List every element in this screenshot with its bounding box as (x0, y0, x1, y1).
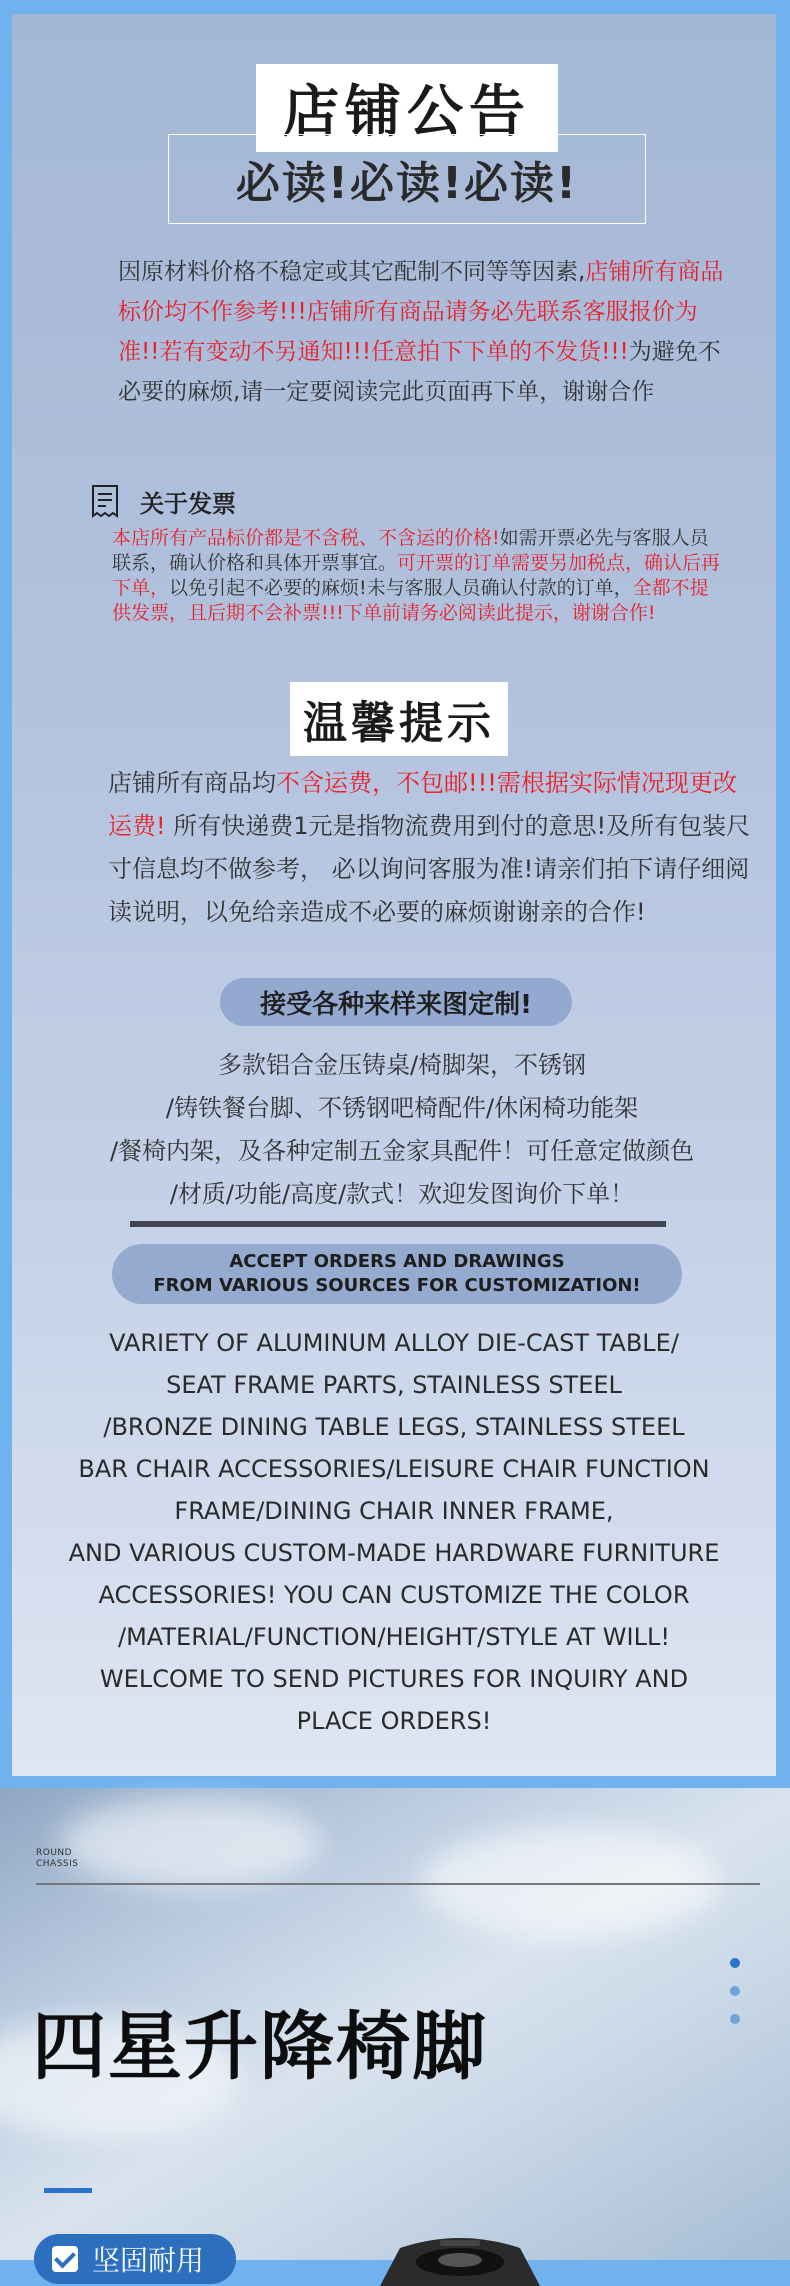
checkbox-icon (52, 2246, 78, 2272)
custom-en-line: PLACE ORDERS! (296, 1707, 492, 1735)
invoice-body (112, 526, 722, 626)
custom-pill-en-line-1: ACCEPT ORDERS AND DRAWINGS (229, 1251, 565, 1272)
divider (130, 1221, 666, 1227)
feature-pill (34, 2234, 236, 2284)
tips-body-segment: 所有快递费1元是指物流费用到付的意思!及所有包装尺寸信息均不做参考， 必以询问客服为准!请亲们拍下请仔细阅读说明，以免给亲造成不必要的麻烦谢谢亲的合作! (108, 812, 751, 926)
custom-en-line: WELCOME TO SEND PICTURES FOR INQUIRY AND (99, 1665, 689, 1693)
tips-body-segment: 店铺所有商品均 (108, 769, 276, 797)
custom-pill-cn: 接受各种来样来图定制! (220, 978, 572, 1026)
slide-dot[interactable] (730, 2014, 740, 2024)
cloud-decoration (60, 1798, 320, 1888)
notice-body-segment: 因原材料价格不稳定或其它配制不同等等因素, (118, 259, 586, 285)
custom-cn-line: 多款铝合金压铸桌/椅脚架，不锈钢 (217, 1051, 587, 1079)
accent-bar (44, 2188, 92, 2193)
custom-pill-en-line-2: FROM VARIOUS SOURCES FOR CUSTOMIZATION! (153, 1275, 641, 1296)
round-label-line-1: ROUND (36, 1848, 73, 1858)
custom-cn-line: /材质/功能/高度/款式！欢迎发图询价下单！ (169, 1180, 635, 1208)
chair-chassis-image (360, 2226, 560, 2286)
custom-en-line: AND VARIOUS CUSTOM-MADE HARDWARE FURNITURE (68, 1539, 720, 1567)
tips-body (108, 762, 758, 934)
custom-cn-line: /铸铁餐台脚、不锈钢吧椅配件/休闲椅功能架 (165, 1094, 639, 1122)
custom-lines-en (32, 1322, 756, 1742)
invoice-body-segment: 以免引起不必要的麻烦!未与客服人员确认付款的订单， (169, 577, 633, 599)
invoice-body-segment: 如需开票必先与客服人员联系，确认价格和具体开票事宜。 (112, 527, 709, 574)
notice-subtitle-frame (168, 134, 646, 224)
invoice-body-segment: 全都不提供发票，且后期不会补票!!!下单前请务必阅读此提示，谢谢合作! (112, 577, 709, 624)
custom-en-line: BAR CHAIR ACCESSORIES/LEISURE CHAIR FUNCTION (78, 1455, 710, 1483)
custom-lines-cn (52, 1044, 752, 1216)
custom-cn-line: /餐椅内架，及各种定制五金家具配件！可任意定做颜色 (109, 1137, 695, 1165)
notice-body-segment: 为避免不必要的麻烦,请一定要阅读完此页面再下单，谢谢合作 (118, 339, 721, 405)
invoice-title: 关于发票 (140, 490, 236, 518)
invoice-body-segment: 本店所有产品标价都是不含税、不含运的价格! (112, 527, 500, 549)
feature-label: 坚固耐用 (92, 2244, 205, 2277)
receipt-icon (90, 484, 120, 518)
notice-body (118, 252, 738, 412)
custom-en-line: SEAT FRAME PARTS, STAINLESS STEEL (166, 1371, 622, 1399)
custom-pill-en (112, 1244, 682, 1304)
tips-title: 温馨提示 (290, 682, 508, 756)
custom-en-line: VARIETY OF ALUMINUM ALLOY DIE-CAST TABLE/ (109, 1329, 679, 1357)
tips-body-segment: 不含运费，不包邮!!!需根据实际情况现更改运费! (108, 769, 737, 840)
invoice-body-segment: 可开票的订单需要另加税点，确认后再下单， (112, 552, 721, 599)
notice-title: 店铺公告 (256, 64, 558, 152)
slide-dot-active[interactable] (730, 1958, 740, 1968)
round-label-line-2: CHASSIS (36, 1859, 79, 1869)
banner-divider (36, 1883, 760, 1885)
round-chassis-label (36, 1848, 79, 1870)
product-banner (0, 1788, 790, 2277)
custom-en-line: FRAME/DINING CHAIR INNER FRAME, (174, 1497, 614, 1525)
custom-en-line: ACCESSORIES! YOU CAN CUSTOMIZE THE COLOR (98, 1581, 690, 1609)
slide-dot[interactable] (730, 1986, 740, 1996)
notice-body-segment: 店铺所有商品标价均不作参考!!!店铺所有商品请务必先联系客服报价为准!!若有变动不另通知!!!任意拍下下单的不发货!!! (118, 259, 724, 365)
custom-en-line: /MATERIAL/FUNCTION/HEIGHT/STYLE AT WILL! (118, 1623, 670, 1651)
notice-panel (12, 14, 776, 1776)
notice-subtitle: 必读!必读!必读! (235, 158, 579, 209)
product-title: 四星升降椅脚 (32, 2004, 488, 2090)
custom-en-line: /BRONZE DINING TABLE LEGS, STAINLESS STEEL (103, 1413, 685, 1441)
